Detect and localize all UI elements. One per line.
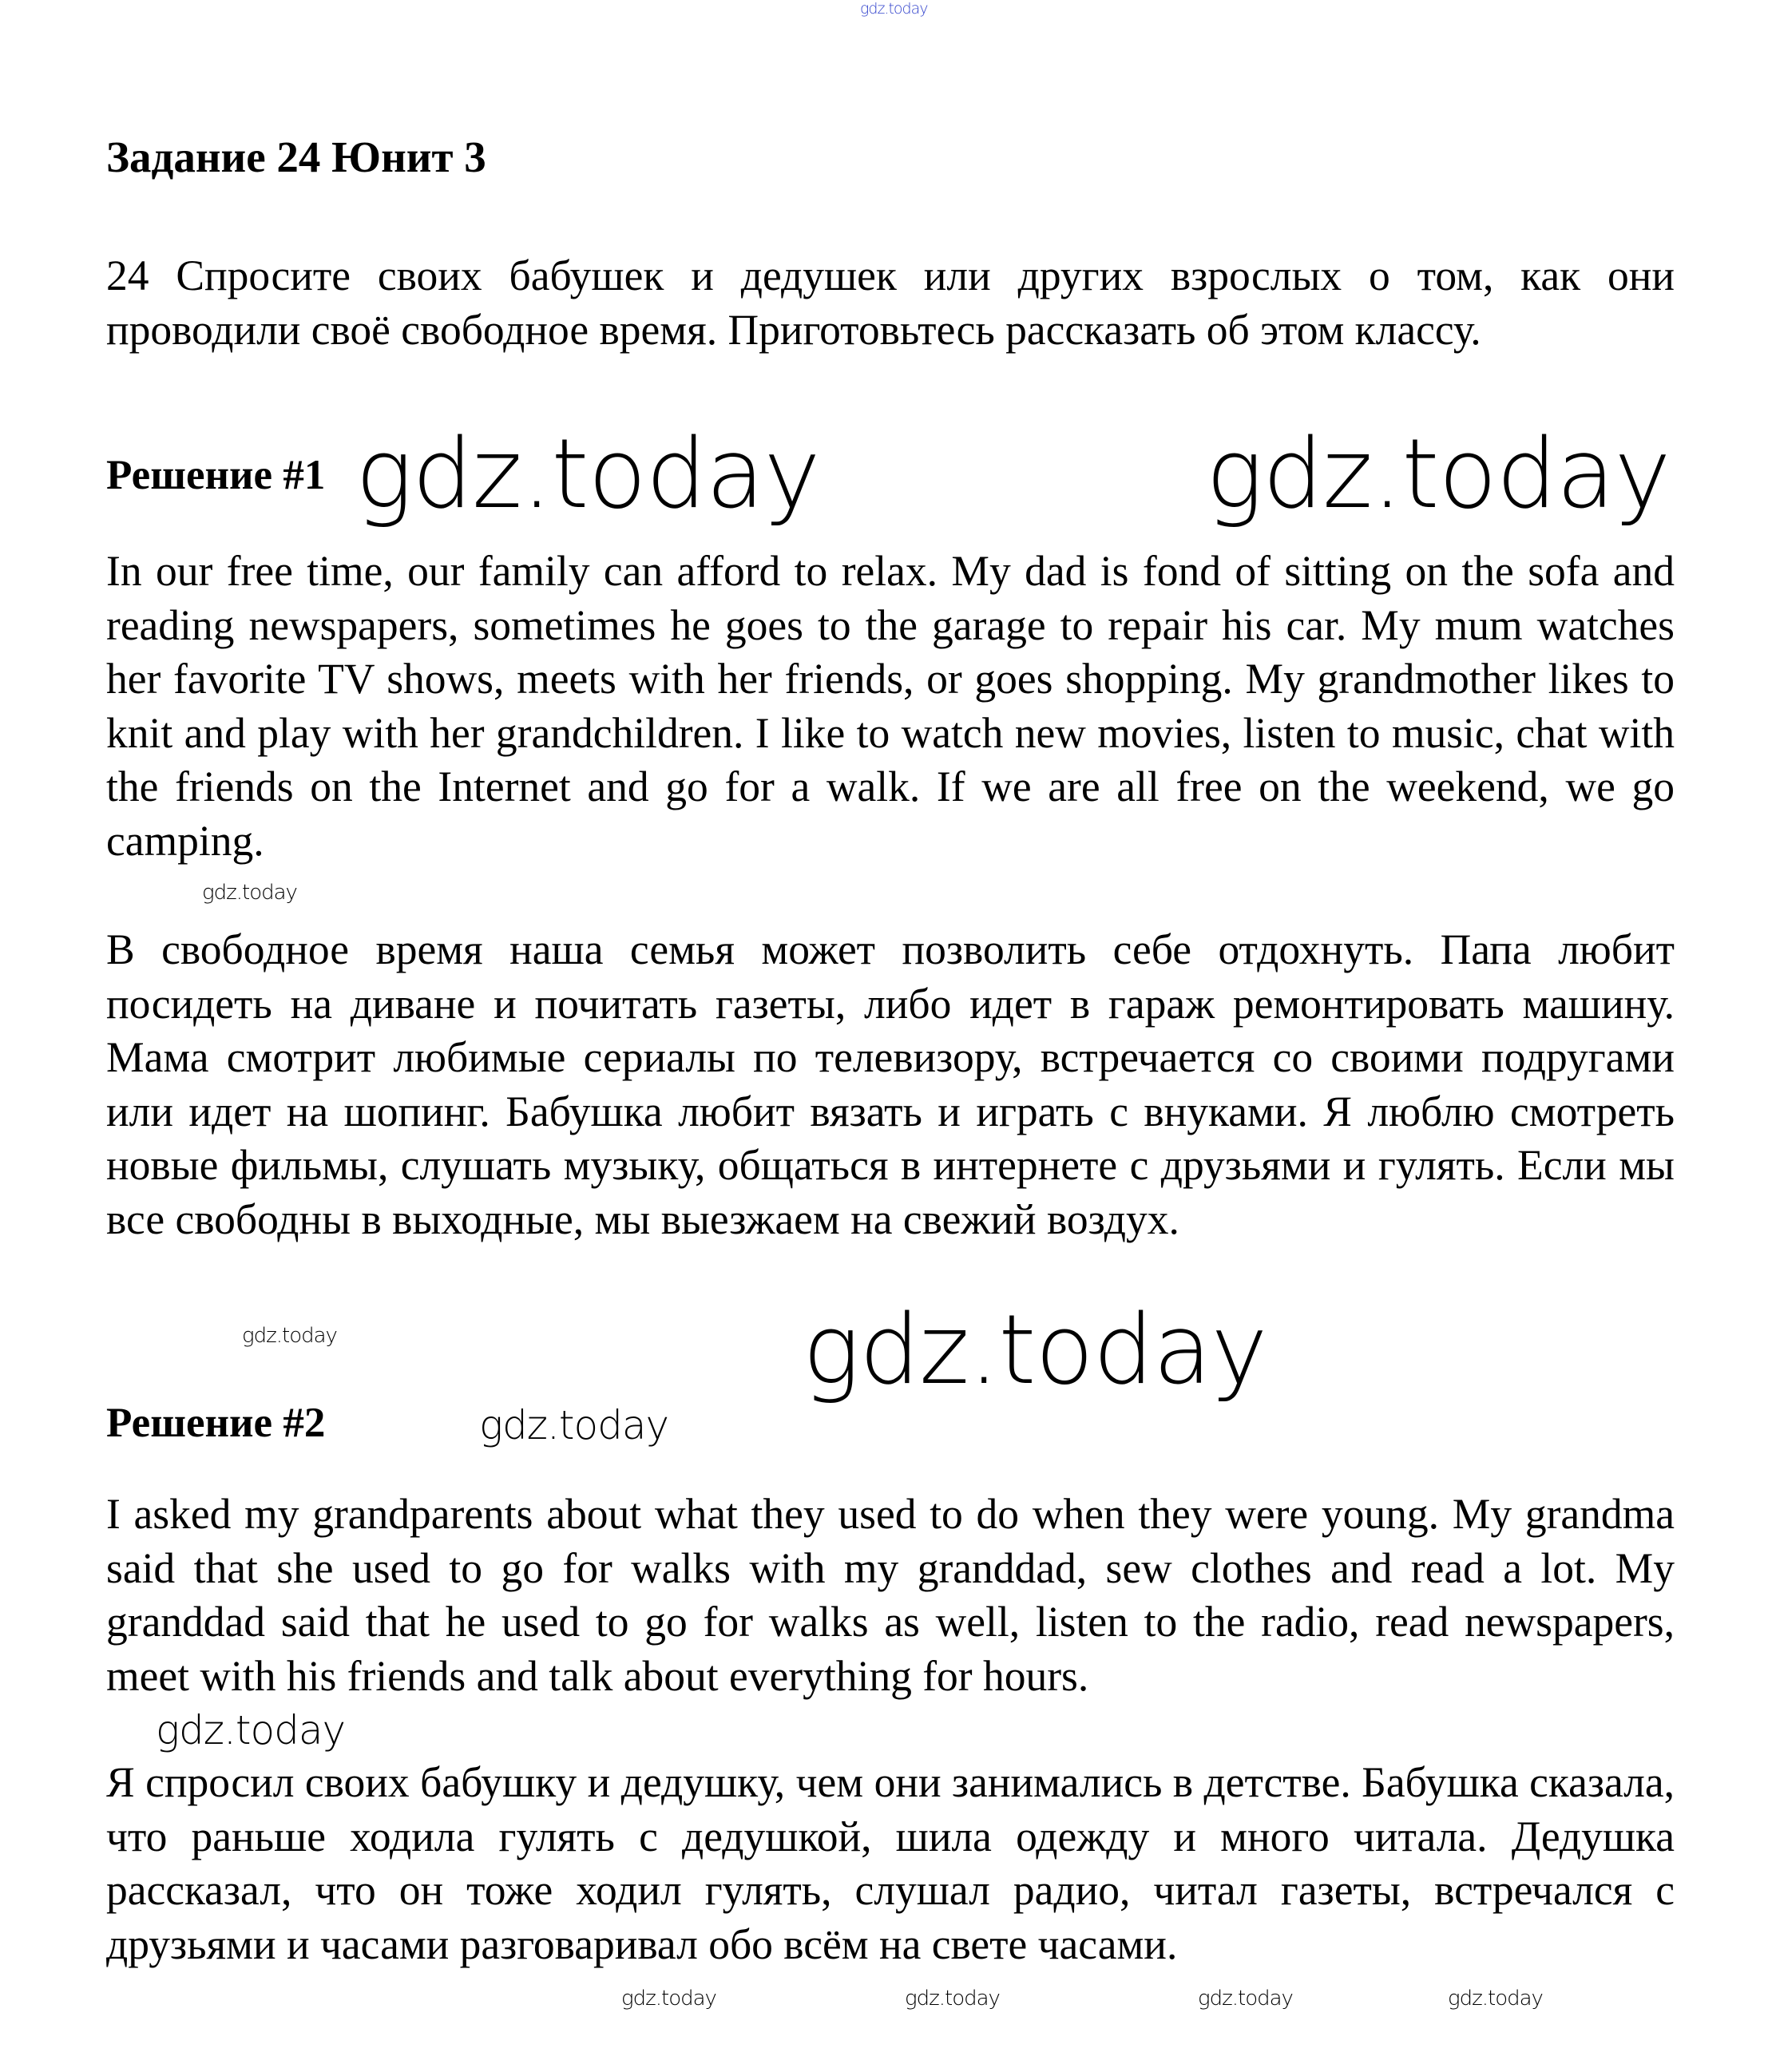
solution-1-english: In our free time, our family can afford to relax. My dad is fond of sitting on the sofa and reading newspapers, sometimes he goes to the garage to repair his car. My mum watches her favorite TV shows, meets with her friends, or goes shopping. My grandmother likes to knit and play with her grandchildren. I like to watch new movies, listen to music, chat with the friends on the Internet and go for a walk. If we are all free on the weekend, we go camping. — [106, 547, 1675, 865]
watermark: gdz.today — [621, 1987, 716, 2011]
task-text: 24 Спросите своих бабушек и дедушек или других взрослых о том, как они проводили своё свободное время. Приготовьтесь рассказать об этом классу. — [106, 252, 1675, 354]
watermark: gdz.today — [202, 881, 297, 905]
page-title: Задание 24 Юнит 3 — [106, 133, 486, 181]
solution-2-heading: Решение #2 — [106, 1400, 326, 1446]
watermark: gdz.today — [1198, 1987, 1293, 2011]
solution-2-russian: Я спросил своих бабушку и дедушку, чем они занимались в детстве. Бабушка сказала, что раньше ходила гулять с дедушкой, шила одежду и много читала. Дедушка рассказал, что он тоже ходил гулять, слушал радио, читал газеты, встречался с друзьями и часами разговаривал обо всём на свете часами. — [106, 1758, 1675, 1968]
watermark: gdz.today — [1206, 419, 1671, 530]
watermark: gdz.today — [156, 1707, 346, 1753]
watermark: gdz.today — [479, 1402, 669, 1448]
solution-1-russian: В свободное время наша семья может позволить себе отдохнуть. Папа любит посидеть на диване и почитать газеты, либо идет в гараж ремонтировать машину. Мама смотрит любимые сериалы по телевизору, встречается со своими подругами или идет на шопинг. Бабушка любит вязать и играть с внуками. Я люблю смотреть новые фильмы, слушать музыку, общаться в интернете с друзьями и гулять. Если мы все свободны в выходные, мы выезжаем на свежий воздух. — [106, 925, 1675, 1243]
watermark: gdz.today — [242, 1324, 337, 1348]
watermark: gdz.today — [803, 1295, 1267, 1406]
watermark: gdz.today — [1448, 1987, 1543, 2011]
watermark: gdz.today — [905, 1987, 1000, 2011]
watermark-top: gdz.today — [860, 0, 928, 18]
solution-2-english: I asked my grandparents about what they used to do when they were young. My grandma said that she used to go for walks with my granddad, sew clothes and read a lot. My granddad said that he used to go for walks as well, listen to the radio, read newspapers, meet with his friends and talk about everything for hours. — [106, 1490, 1675, 1700]
solution-1-heading: Решение #1 — [106, 452, 326, 498]
watermark: gdz.today — [355, 419, 820, 530]
